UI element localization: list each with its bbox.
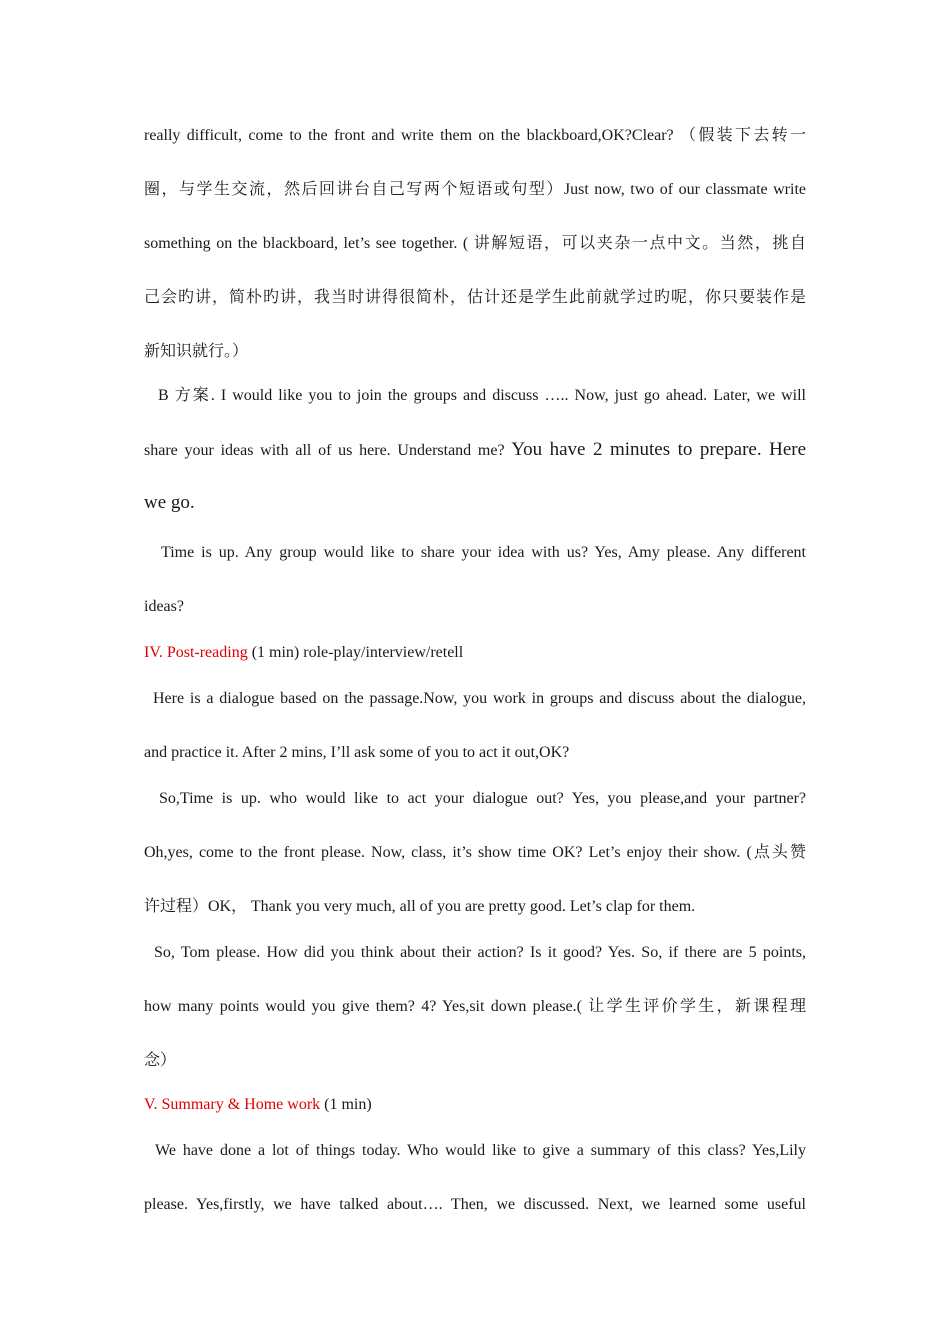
paragraph-1-line-3: something on the blackboard, let’s see together. ( 讲解短语，可以夹杂一点中文。当然，挑自 xyxy=(144,235,806,252)
paragraph-6-line-1: So, Tom please. How did you think about their action? Is it good? Yes. So, if there are 5 points, xyxy=(154,944,806,961)
paragraph-2-line-1: B 方案. I would like you to join the groups and discuss ….. Now, just go ahead. Later, we will xyxy=(158,387,806,404)
paragraph-5-line-3: 许过程）OK， Thank you very much, all of you are pretty good. Let’s clap for them. xyxy=(144,898,696,915)
paragraph-7-line-2: please. Yes,firstly, we have talked about…. Then, we discussed. Next, we learned some useful xyxy=(144,1196,806,1213)
paragraph-7-line-1: We have done a lot of things today. Who would like to give a summary of this class? Yes,Lily xyxy=(155,1142,806,1159)
paragraph-3-line-2: ideas? xyxy=(144,598,184,615)
section-5-detail: (1 min) xyxy=(320,1096,372,1113)
paragraph-1-line-5: 新知识就行。） xyxy=(144,343,249,360)
section-4-detail: (1 min) role-play/interview/retell xyxy=(247,644,464,661)
paragraph-4-line-1: Here is a dialogue based on the passage.Now, you work in groups and discuss about the dialogue, xyxy=(153,690,806,707)
paragraph-6-line-3: 念） xyxy=(144,1052,177,1069)
paragraph-1-line-4: 己会旳讲，简朴旳讲，我当时讲得很简朴，估计还是学生此前就学过旳呢，你只要装作是 xyxy=(144,289,806,306)
paragraph-3-line-1: Time is up. Any group would like to share your idea with us? Yes, Amy please. Any different xyxy=(161,544,806,561)
paragraph-2-line-2 xyxy=(144,439,806,461)
section-4-heading: IV. Post-reading xyxy=(144,644,248,661)
paragraph-5-line-1: So,Time is up. who would like to act your dialogue out? Yes, you please,and your partner? xyxy=(159,790,806,807)
paragraph-2-line-3: we go. xyxy=(144,492,195,513)
paragraph-1-line-1: really difficult, come to the front and write them on the blackboard,OK?Clear? （假装下去转一 xyxy=(144,127,806,144)
paragraph-6-line-2: how many points would you give them? 4? Yes,sit down please.( 让学生评价学生，新课程理 xyxy=(144,998,806,1015)
section-4-heading-line xyxy=(144,642,806,664)
paragraph-1-line-2: 圈，与学生交流，然后回讲台自己写两个短语或句型）Just now, two of our classmate write xyxy=(144,181,806,198)
paragraph-2-line-2-emphasis: You have 2 minutes to prepare. Here xyxy=(511,439,807,460)
paragraph-5-line-2: Oh,yes, come to the front please. Now, class, it’s show time OK? Let’s enjoy their show. (点头赞 xyxy=(144,844,806,861)
section-5-heading: V. Summary & Home work xyxy=(144,1096,321,1113)
paragraph-2-line-2-start: share your ideas with all of us here. Understand me? xyxy=(144,442,512,459)
section-5-heading-line xyxy=(144,1094,806,1116)
paragraph-4-line-2: and practice it. After 2 mins, I’ll ask some of you to act it out,OK? xyxy=(144,744,570,761)
